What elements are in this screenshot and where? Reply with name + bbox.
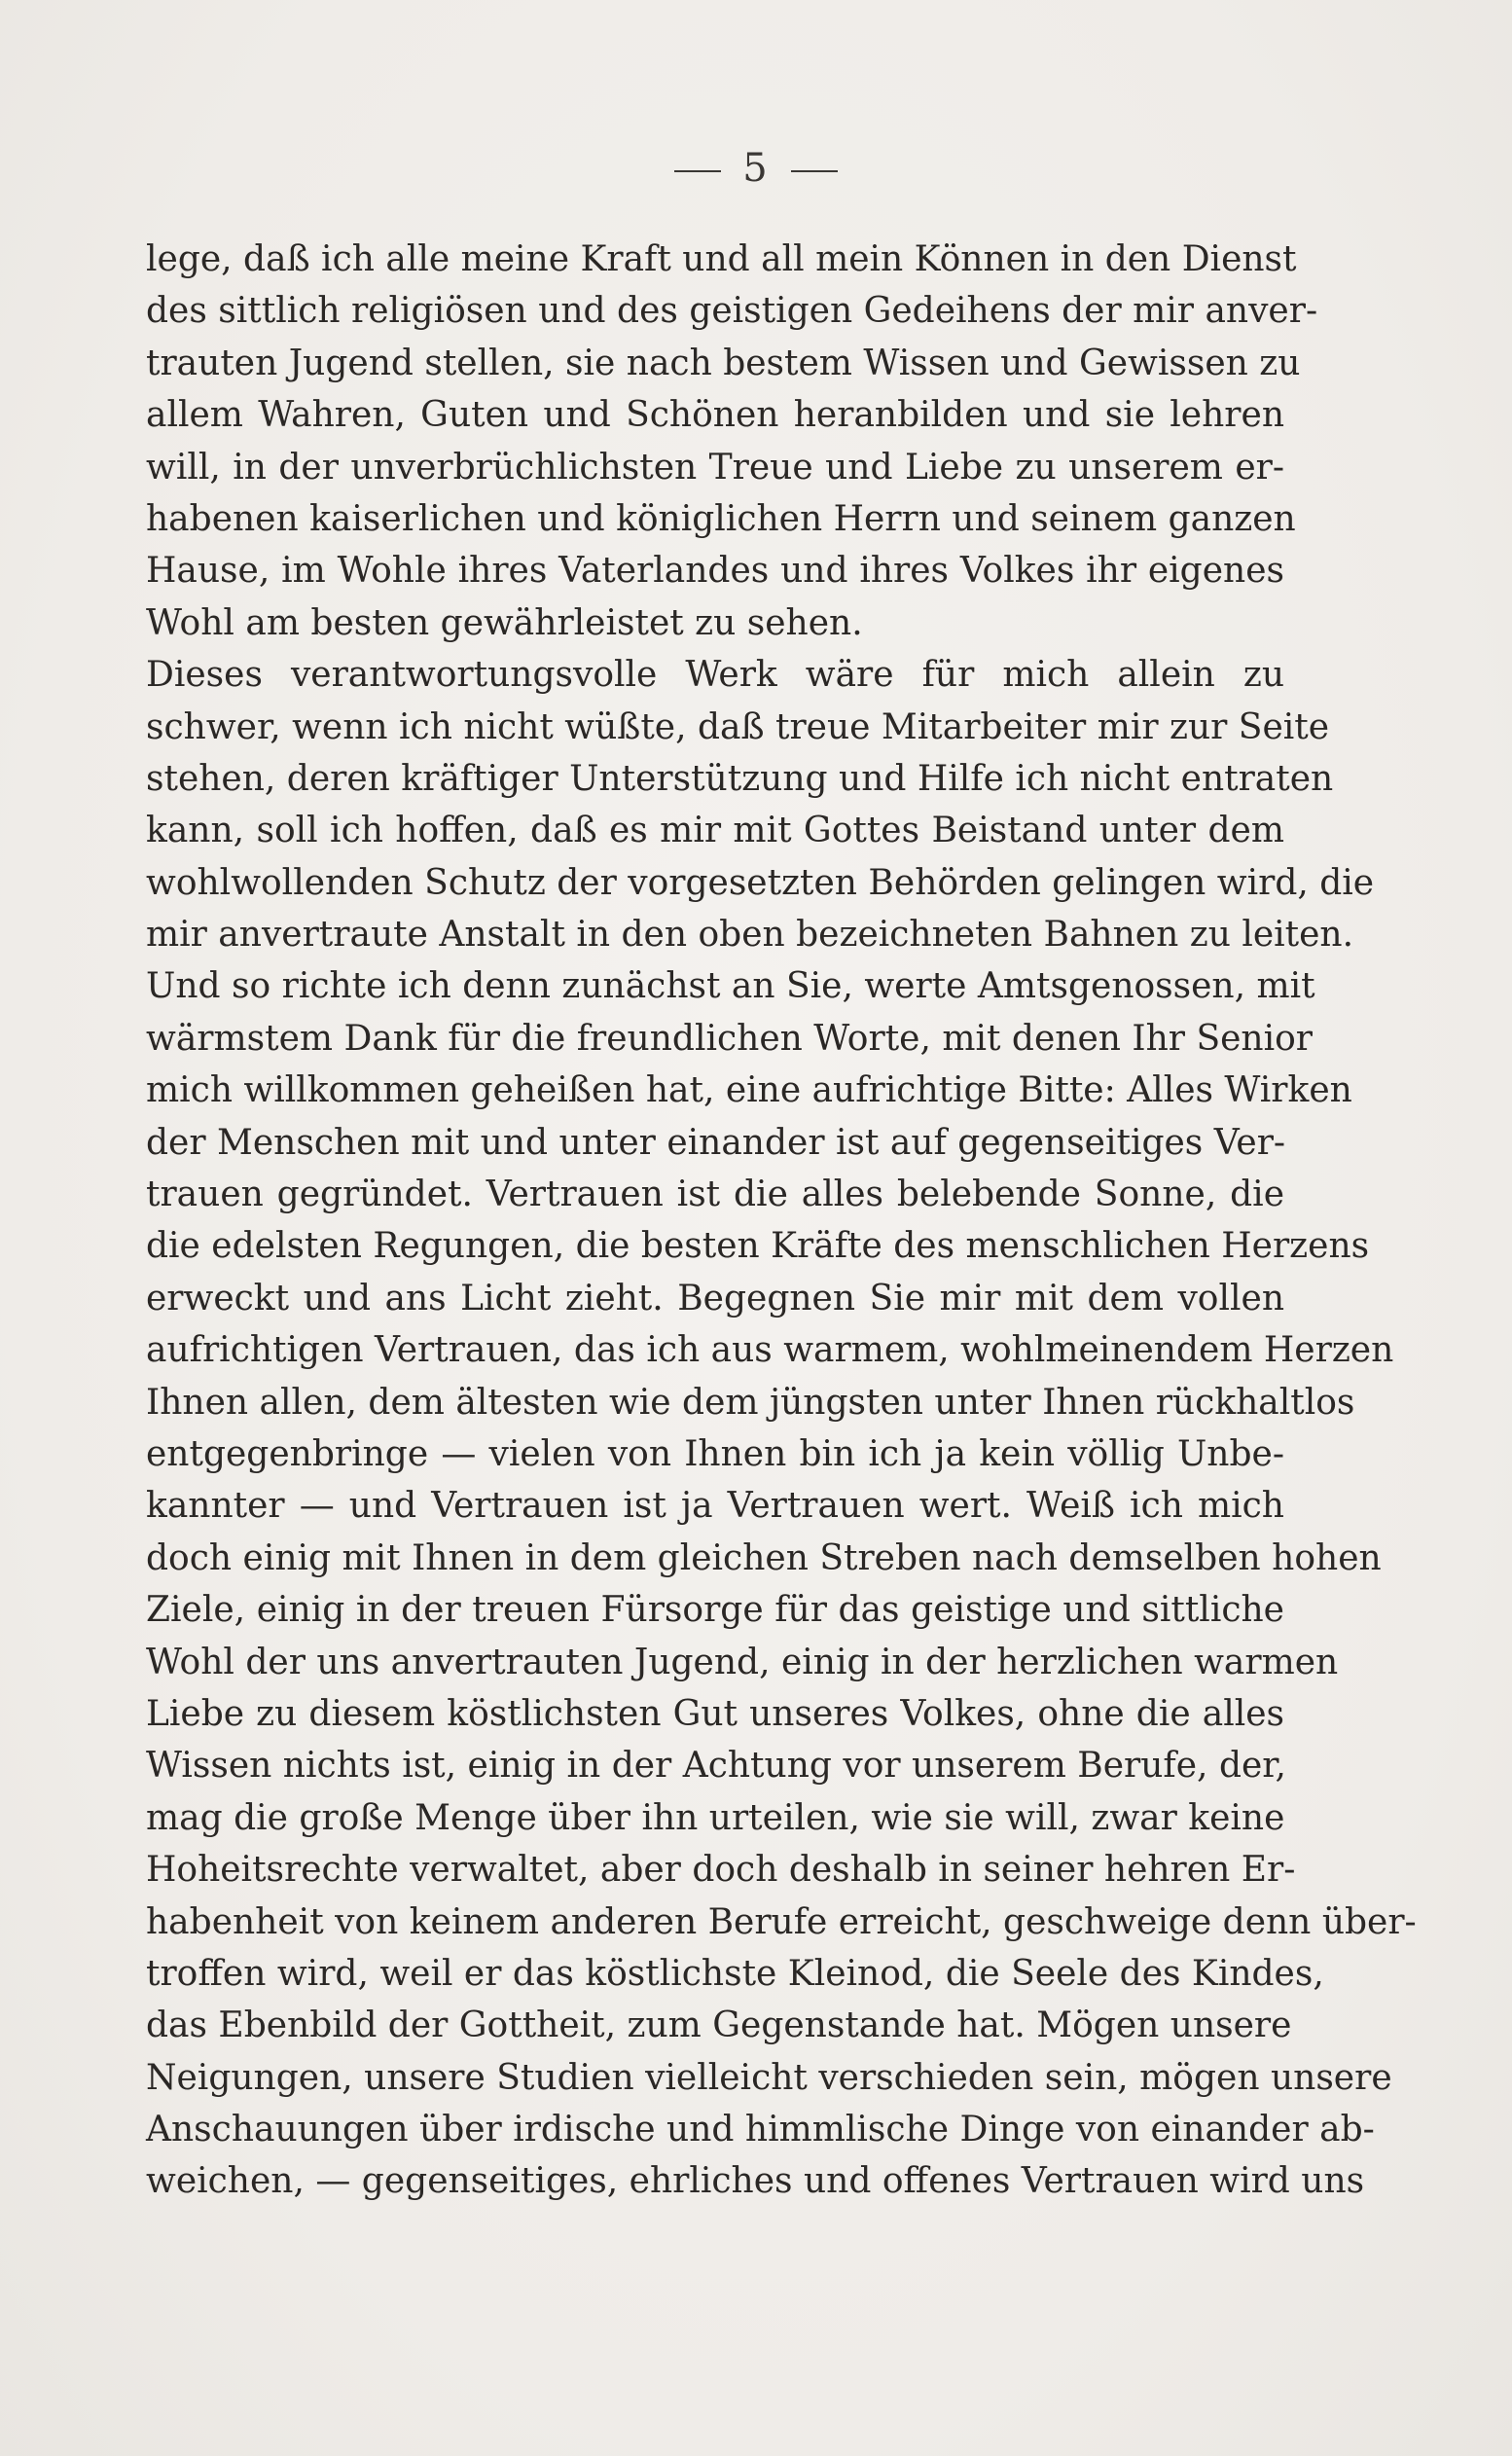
- text-line: habenen kaiserlichen und königlichen Herrn und seinem ganzen: [146, 498, 1296, 539]
- text-line: Wohl am besten gewährleistet zu sehen.: [146, 602, 863, 643]
- header-dash-right: [791, 170, 838, 172]
- text-line: Hause, im Wohle ihres Vaterlandes und ihres Volkes ihr eigenes: [146, 551, 1284, 592]
- text-line: wärmstem Dank für die freundlichen Worte, mit denen Ihr Senior: [146, 1018, 1313, 1059]
- text-line: kann, soll ich hoffen, daß es mir mit Gottes Beistand unter dem: [146, 811, 1284, 851]
- text-line: allem Wahren, Guten und Schönen heranbilden und sie lehren: [146, 395, 1284, 436]
- text-line: habenheit von keinem anderen Berufe erreicht, geschweige denn über-: [146, 1901, 1417, 1942]
- text-line: erweckt und ans Licht zieht. Begegnen Sie mir mit dem vollen: [146, 1278, 1284, 1318]
- body-text: [146, 234, 1417, 2208]
- text-line: entgegenbringe — vielen von Ihnen bin ich ja kein völlig Unbe-: [146, 1433, 1284, 1474]
- text-line: aufrichtigen Vertrauen, das ich aus warmem, wohlmeinendem Herzen: [146, 1330, 1394, 1371]
- text-line: doch einig mit Ihnen in dem gleichen Streben nach demselben hohen: [146, 1537, 1382, 1578]
- text-line: Ihnen allen, dem ältesten wie dem jüngsten unter Ihnen rückhaltlos: [146, 1382, 1355, 1423]
- text-line: Liebe zu diesem köstlichsten Gut unseres Volkes, ohne die alles: [146, 1693, 1284, 1734]
- text-line: lege, daß ich alle meine Kraft und all mein Können in den Dienst: [146, 239, 1297, 279]
- text-line: Anschauungen über irdische und himmlische Dinge von einander ab-: [146, 2110, 1375, 2150]
- text-line: die edelsten Regungen, die besten Kräfte des menschlichen Herzens: [146, 1226, 1370, 1267]
- text-line: mag die große Menge über ihn urteilen, wie sie will, zwar keine: [146, 1797, 1285, 1838]
- text-line: Hoheitsrechte verwaltet, aber doch deshalb in seiner hehren Er-: [146, 1850, 1296, 1891]
- header-dash-left: [674, 170, 721, 172]
- text-line: Wohl der uns anvertrauten Jugend, einig in der herzlichen warmen: [146, 1642, 1339, 1682]
- text-line: will, in der unverbrüchlichsten Treue und Liebe zu unserem er-: [146, 447, 1284, 488]
- text-line: Ziele, einig in der treuen Fürsorge für das geistige und sittliche: [146, 1590, 1284, 1631]
- text-line: stehen, deren kräftiger Unterstützung und Hilfe ich nicht entraten: [146, 758, 1334, 799]
- text-line: weichen, — gegenseitiges, ehrliches und offenes Vertrauen wird uns: [146, 2161, 1365, 2202]
- text-line: Dieses verantwortungsvolle Werk wäre für mich allein zu: [146, 655, 1284, 696]
- page-number: 5: [742, 146, 770, 191]
- text-line: kannter — und Vertrauen ist ja Vertrauen wert. Weiß ich mich: [146, 1486, 1284, 1527]
- text-line: der Menschen mit und unter einander ist auf gegenseitiges Ver-: [146, 1122, 1286, 1163]
- text-line: trauen gegründet. Vertrauen ist die alles belebende Sonne, die: [146, 1174, 1284, 1215]
- text-line: Wissen nichts ist, einig in der Achtung vor unserem Berufe, der,: [146, 1746, 1286, 1787]
- text-line: des sittlich religiösen und des geistigen Gedeihens der mir anver-: [146, 291, 1318, 332]
- page-header: [0, 146, 1512, 191]
- text-line: schwer, wenn ich nicht wüßte, daß treue Mitarbeiter mir zur Seite: [146, 706, 1330, 747]
- text-line: mir anvertraute Anstalt in den oben bezeichneten Bahnen zu leiten.: [146, 915, 1354, 956]
- text-line: Und so richte ich denn zunächst an Sie, werte Amtsgenossen, mit: [146, 966, 1315, 1007]
- text-line: wohlwollenden Schutz der vorgesetzten Behörden gelingen wird, die: [146, 862, 1375, 903]
- text-line: Neigungen, unsere Studien vielleicht verschieden sein, mögen unsere: [146, 2057, 1392, 2098]
- text-line: troffen wird, weil er das köstlichste Kleinod, die Seele des Kindes,: [146, 1953, 1324, 1994]
- text-line: das Ebenbild der Gottheit, zum Gegenstande hat. Mögen unsere: [146, 2005, 1292, 2046]
- text-line: trauten Jugend stellen, sie nach bestem Wissen und Gewissen zu: [146, 343, 1301, 383]
- text-line: mich willkommen geheißen hat, eine aufrichtige Bitte: Alles Wirken: [146, 1070, 1352, 1111]
